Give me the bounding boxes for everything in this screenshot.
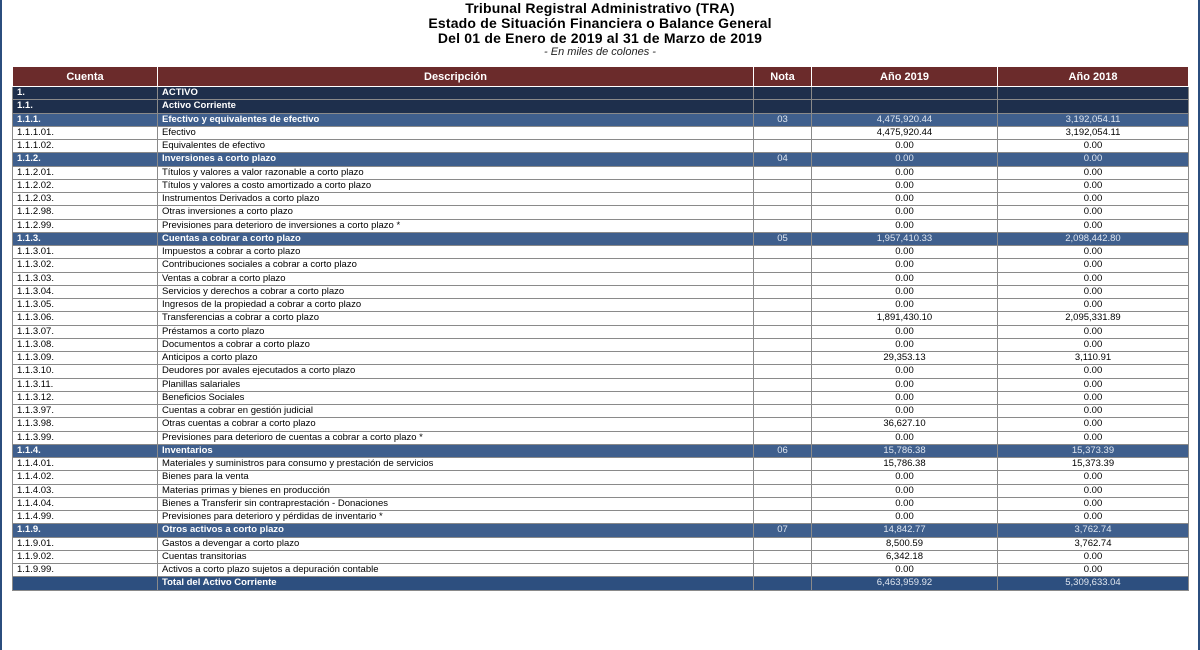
table-row: [13, 140, 1189, 153]
amount-2019-cell: 1,891,430.10: [812, 312, 998, 325]
amount-2019-cell: 0.00: [812, 285, 998, 298]
note-cell: [754, 312, 812, 325]
note-cell: [754, 391, 812, 404]
table-row: [13, 219, 1189, 232]
description-cell: Otras cuentas a cobrar a corto plazo: [158, 418, 754, 431]
note-cell: [754, 418, 812, 431]
amount-2018-cell: 0.00: [998, 511, 1189, 524]
description-cell: Instrumentos Derivados a corto plazo: [158, 193, 754, 206]
table-row: [13, 312, 1189, 325]
description-cell: Previsiones para deterioro de inversiones a corto plazo *: [158, 219, 754, 232]
column-header-anio-2018: Año 2018: [998, 67, 1189, 87]
account-code-cell: 1.1.2.01.: [13, 166, 158, 179]
amount-2019-cell: 0.00: [812, 206, 998, 219]
description-cell: Otros activos a corto plazo: [158, 524, 754, 537]
table-row: [13, 206, 1189, 219]
amount-2018-cell: 2,095,331.89: [998, 312, 1189, 325]
table-row: [13, 418, 1189, 431]
amount-2019-cell: 0.00: [812, 484, 998, 497]
amount-2018-cell: 0.00: [998, 378, 1189, 391]
account-code-cell: 1.1.1.01.: [13, 126, 158, 139]
account-code-cell: 1.1.3.07.: [13, 325, 158, 338]
table-row: [13, 458, 1189, 471]
amount-2019-cell: 0.00: [812, 391, 998, 404]
account-code-cell: 1.1.3.97.: [13, 405, 158, 418]
column-header-nota: Nota: [754, 67, 812, 87]
amount-2019-cell: 0.00: [812, 140, 998, 153]
amount-2019-cell: 29,353.13: [812, 352, 998, 365]
section-row: [13, 100, 1189, 113]
amount-2018-cell: 0.00: [998, 431, 1189, 444]
report-header: [12, 0, 1188, 66]
amount-2019-cell: 0.00: [812, 325, 998, 338]
amount-2018-cell: 0.00: [998, 259, 1189, 272]
account-code-cell: 1.1.4.03.: [13, 484, 158, 497]
note-cell: [754, 193, 812, 206]
account-code-cell: [13, 577, 158, 590]
table-row: [13, 193, 1189, 206]
description-cell: Inventarios: [158, 444, 754, 457]
note-cell: [754, 259, 812, 272]
amount-2019-cell: 0.00: [812, 511, 998, 524]
description-cell: Títulos y valores a costo amortizado a corto plazo: [158, 179, 754, 192]
table-row: [13, 285, 1189, 298]
amount-2018-cell: 0.00: [998, 153, 1189, 166]
description-cell: Cuentas a cobrar en gestión judicial: [158, 405, 754, 418]
note-cell: [754, 471, 812, 484]
account-code-cell: 1.1.4.02.: [13, 471, 158, 484]
amount-2019-cell: 4,475,920.44: [812, 126, 998, 139]
account-code-cell: 1.1.9.99.: [13, 564, 158, 577]
account-code-cell: 1.1.3.09.: [13, 352, 158, 365]
description-cell: Transferencias a cobrar a corto plazo: [158, 312, 754, 325]
table-row: [13, 272, 1189, 285]
account-code-cell: 1.1.3.12.: [13, 391, 158, 404]
description-cell: Equivalentes de efectivo: [158, 140, 754, 153]
table-row: [13, 365, 1189, 378]
account-code-cell: 1.1.3.11.: [13, 378, 158, 391]
amount-2018-cell: 0.00: [998, 166, 1189, 179]
note-cell: [754, 325, 812, 338]
note-cell: [754, 365, 812, 378]
amount-2018-cell: 3,762.74: [998, 537, 1189, 550]
section-row: [13, 444, 1189, 457]
note-cell: 05: [754, 232, 812, 245]
amount-2019-cell: [812, 100, 998, 113]
account-code-cell: 1.1.9.02.: [13, 550, 158, 563]
total-row: [13, 577, 1189, 590]
amount-2019-cell: 6,342.18: [812, 550, 998, 563]
amount-2018-cell: 0.00: [998, 179, 1189, 192]
note-cell: [754, 484, 812, 497]
amount-2018-cell: 0.00: [998, 272, 1189, 285]
table-row: [13, 299, 1189, 312]
note-cell: [754, 219, 812, 232]
description-cell: Materias primas y bienes en producción: [158, 484, 754, 497]
amount-2018-cell: 0.00: [998, 285, 1189, 298]
account-code-cell: 1.1.1.02.: [13, 140, 158, 153]
amount-2018-cell: 0.00: [998, 246, 1189, 259]
table-row: [13, 564, 1189, 577]
amount-2018-cell: 0.00: [998, 365, 1189, 378]
account-code-cell: 1.1.3.06.: [13, 312, 158, 325]
description-cell: Inversiones a corto plazo: [158, 153, 754, 166]
amount-2019-cell: 0.00: [812, 193, 998, 206]
table-row: [13, 497, 1189, 510]
description-cell: Total del Activo Corriente: [158, 577, 754, 590]
note-cell: 04: [754, 153, 812, 166]
note-cell: [754, 405, 812, 418]
amount-2019-cell: 6,463,959.92: [812, 577, 998, 590]
amount-2018-cell: 0.00: [998, 325, 1189, 338]
amount-2019-cell: 15,786.38: [812, 444, 998, 457]
account-code-cell: 1.1.9.: [13, 524, 158, 537]
amount-2018-cell: 0.00: [998, 338, 1189, 351]
account-code-cell: 1.1.2.99.: [13, 219, 158, 232]
account-code-cell: 1.1.3.99.: [13, 431, 158, 444]
description-cell: Cuentas transitorias: [158, 550, 754, 563]
column-header-descripcion: Descripción: [158, 67, 754, 87]
amount-2018-cell: 0.00: [998, 299, 1189, 312]
column-header-anio-2019: Año 2019: [812, 67, 998, 87]
account-code-cell: 1.1.4.01.: [13, 458, 158, 471]
amount-2018-cell: 0.00: [998, 405, 1189, 418]
note-cell: 03: [754, 113, 812, 126]
description-cell: Cuentas a cobrar a corto plazo: [158, 232, 754, 245]
amount-2018-cell: 0.00: [998, 206, 1189, 219]
amount-2019-cell: 36,627.10: [812, 418, 998, 431]
account-code-cell: 1.1.4.: [13, 444, 158, 457]
description-cell: Materiales y suministros para consumo y prestación de servicios: [158, 458, 754, 471]
note-cell: [754, 537, 812, 550]
note-cell: [754, 100, 812, 113]
description-cell: ACTIVO: [158, 87, 754, 100]
note-cell: [754, 458, 812, 471]
note-cell: [754, 166, 812, 179]
table-row: [13, 431, 1189, 444]
amount-2018-cell: 15,373.39: [998, 458, 1189, 471]
account-code-cell: 1.1.3.05.: [13, 299, 158, 312]
table-row: [13, 259, 1189, 272]
account-code-cell: 1.1.3.10.: [13, 365, 158, 378]
amount-2019-cell: 0.00: [812, 272, 998, 285]
amount-2019-cell: 0.00: [812, 564, 998, 577]
account-code-cell: 1.1.3.02.: [13, 259, 158, 272]
description-cell: Activos a corto plazo sujetos a depuración contable: [158, 564, 754, 577]
amount-2019-cell: 0.00: [812, 219, 998, 232]
account-code-cell: 1.1.: [13, 100, 158, 113]
table-row: [13, 378, 1189, 391]
report-title: Estado de Situación Financiera o Balance General: [428, 15, 772, 31]
description-cell: Previsiones para deterioro de cuentas a cobrar a corto plazo *: [158, 431, 754, 444]
report-units: - En miles de colones -: [544, 46, 656, 58]
amount-2019-cell: 14,842.77: [812, 524, 998, 537]
note-cell: [754, 206, 812, 219]
section-row: [13, 87, 1189, 100]
table-row: [13, 246, 1189, 259]
note-cell: 07: [754, 524, 812, 537]
table-header-row: [13, 67, 1189, 87]
description-cell: Planillas salariales: [158, 378, 754, 391]
amount-2019-cell: 0.00: [812, 179, 998, 192]
amount-2019-cell: 0.00: [812, 471, 998, 484]
account-code-cell: 1.1.4.99.: [13, 511, 158, 524]
table-row: [13, 126, 1189, 139]
amount-2018-cell: [998, 100, 1189, 113]
account-code-cell: 1.1.9.01.: [13, 537, 158, 550]
note-cell: [754, 550, 812, 563]
description-cell: Efectivo: [158, 126, 754, 139]
account-code-cell: 1.1.2.98.: [13, 206, 158, 219]
table-row: [13, 405, 1189, 418]
table-row: [13, 537, 1189, 550]
amount-2019-cell: 15,786.38: [812, 458, 998, 471]
description-cell: Títulos y valores a valor razonable a corto plazo: [158, 166, 754, 179]
description-cell: Beneficios Sociales: [158, 391, 754, 404]
description-cell: Ingresos de la propiedad a cobrar a corto plazo: [158, 299, 754, 312]
account-code-cell: 1.1.3.01.: [13, 246, 158, 259]
table-row: [13, 325, 1189, 338]
amount-2019-cell: 0.00: [812, 299, 998, 312]
description-cell: Contribuciones sociales a cobrar a corto plazo: [158, 259, 754, 272]
account-code-cell: 1.1.3.: [13, 232, 158, 245]
note-cell: [754, 431, 812, 444]
description-cell: Préstamos a corto plazo: [158, 325, 754, 338]
amount-2018-cell: 0.00: [998, 391, 1189, 404]
note-cell: [754, 378, 812, 391]
description-cell: Bienes a Transferir sin contraprestación - Donaciones: [158, 497, 754, 510]
note-cell: [754, 338, 812, 351]
note-cell: [754, 272, 812, 285]
amount-2018-cell: 0.00: [998, 219, 1189, 232]
amount-2018-cell: 0.00: [998, 550, 1189, 563]
amount-2019-cell: 0.00: [812, 378, 998, 391]
table-row: [13, 471, 1189, 484]
account-code-cell: 1.1.3.98.: [13, 418, 158, 431]
description-cell: Gastos a devengar a corto plazo: [158, 537, 754, 550]
table-row: [13, 511, 1189, 524]
amount-2018-cell: 15,373.39: [998, 444, 1189, 457]
amount-2018-cell: 2,098,442.80: [998, 232, 1189, 245]
description-cell: Activo Corriente: [158, 100, 754, 113]
amount-2018-cell: 0.00: [998, 484, 1189, 497]
amount-2018-cell: 3,192,054.11: [998, 113, 1189, 126]
description-cell: Anticipos a corto plazo: [158, 352, 754, 365]
section-row: [13, 113, 1189, 126]
note-cell: [754, 497, 812, 510]
note-cell: 06: [754, 444, 812, 457]
report-period: Del 01 de Enero de 2019 al 31 de Marzo de 2019: [437, 30, 763, 46]
account-code-cell: 1.1.4.04.: [13, 497, 158, 510]
table-row: [13, 484, 1189, 497]
note-cell: [754, 179, 812, 192]
amount-2019-cell: 0.00: [812, 246, 998, 259]
note-cell: [754, 352, 812, 365]
description-cell: Servicios y derechos a cobrar a corto plazo: [158, 285, 754, 298]
note-cell: [754, 87, 812, 100]
table-row: [13, 352, 1189, 365]
description-cell: Ventas a cobrar a corto plazo: [158, 272, 754, 285]
balance-table: [12, 66, 1189, 591]
amount-2019-cell: 0.00: [812, 431, 998, 444]
account-code-cell: 1.1.2.03.: [13, 193, 158, 206]
note-cell: [754, 140, 812, 153]
note-cell: [754, 511, 812, 524]
amount-2018-cell: 3,110.91: [998, 352, 1189, 365]
note-cell: [754, 299, 812, 312]
table-body: [13, 87, 1189, 591]
amount-2018-cell: 0.00: [998, 471, 1189, 484]
amount-2018-cell: 3,192,054.11: [998, 126, 1189, 139]
amount-2018-cell: 0.00: [998, 564, 1189, 577]
entity-title: Tribunal Registral Administrativo (TRA): [465, 0, 735, 16]
amount-2019-cell: [812, 87, 998, 100]
amount-2019-cell: 0.00: [812, 259, 998, 272]
account-code-cell: 1.1.3.03.: [13, 272, 158, 285]
amount-2019-cell: 0.00: [812, 497, 998, 510]
amount-2018-cell: 0.00: [998, 497, 1189, 510]
amount-2019-cell: 0.00: [812, 338, 998, 351]
description-cell: Previsiones para deterioro y pérdidas de inventario *: [158, 511, 754, 524]
section-row: [13, 524, 1189, 537]
amount-2019-cell: 0.00: [812, 153, 998, 166]
description-cell: Efectivo y equivalentes de efectivo: [158, 113, 754, 126]
account-code-cell: 1.1.2.02.: [13, 179, 158, 192]
amount-2018-cell: 0.00: [998, 418, 1189, 431]
description-cell: Deudores por avales ejecutados a corto plazo: [158, 365, 754, 378]
account-code-cell: 1.: [13, 87, 158, 100]
description-cell: Otras inversiones a corto plazo: [158, 206, 754, 219]
table-row: [13, 338, 1189, 351]
table-row: [13, 179, 1189, 192]
amount-2019-cell: 1,957,410.33: [812, 232, 998, 245]
amount-2019-cell: 0.00: [812, 365, 998, 378]
description-cell: Bienes para la venta: [158, 471, 754, 484]
account-code-cell: 1.1.2.: [13, 153, 158, 166]
note-cell: [754, 126, 812, 139]
description-cell: Impuestos a cobrar a corto plazo: [158, 246, 754, 259]
column-header-cuenta: Cuenta: [13, 67, 158, 87]
account-code-cell: 1.1.1.: [13, 113, 158, 126]
amount-2018-cell: 0.00: [998, 193, 1189, 206]
section-row: [13, 232, 1189, 245]
amount-2018-cell: 5,309,633.04: [998, 577, 1189, 590]
description-cell: Documentos a cobrar a corto plazo: [158, 338, 754, 351]
table-row: [13, 166, 1189, 179]
amount-2018-cell: 0.00: [998, 140, 1189, 153]
account-code-cell: 1.1.3.08.: [13, 338, 158, 351]
amount-2019-cell: 8,500.59: [812, 537, 998, 550]
note-cell: [754, 246, 812, 259]
amount-2018-cell: 3,762.74: [998, 524, 1189, 537]
account-code-cell: 1.1.3.04.: [13, 285, 158, 298]
note-cell: [754, 564, 812, 577]
amount-2019-cell: 0.00: [812, 405, 998, 418]
table-row: [13, 391, 1189, 404]
note-cell: [754, 577, 812, 590]
note-cell: [754, 285, 812, 298]
section-row: [13, 153, 1189, 166]
amount-2019-cell: 4,475,920.44: [812, 113, 998, 126]
amount-2019-cell: 0.00: [812, 166, 998, 179]
amount-2018-cell: [998, 87, 1189, 100]
table-row: [13, 550, 1189, 563]
